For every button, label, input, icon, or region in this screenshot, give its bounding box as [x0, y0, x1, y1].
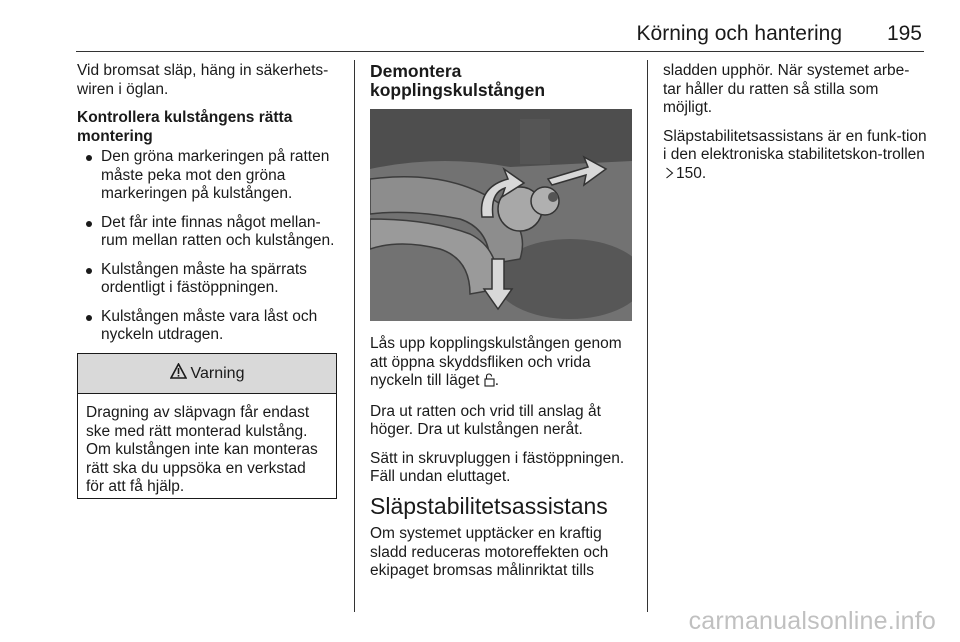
trailer-stability-text: Om systemet upptäcker en kraftig sladd reduceras motoreffekten och ekipaget bromsas målinriktat tills — [370, 525, 609, 579]
column-3 — [663, 62, 927, 194]
pull-knob-instruction: Dra ut ratten och vrid till anslag åt höger. Dra ut kulstången neråt. — [370, 402, 601, 438]
check-mounting-list — [77, 148, 341, 345]
esc-reference-text — [663, 128, 927, 185]
remove-towbar-heading: Demontera kopplingskulstången — [370, 61, 546, 100]
insert-plug-instruction: Sätt in skruvpluggen i fästöppningen. Fäll undan eluttaget. — [370, 449, 625, 485]
list-item: Kulstången måste vara låst och nyckeln utdragen. — [77, 308, 341, 345]
towbar-removal-illustration — [370, 109, 632, 321]
column-2 — [370, 62, 634, 591]
sway-continued-text: sladden upphör. När systemet arbe-tar håller du ratten så stilla som möjligt. — [663, 62, 910, 116]
check-mounting-heading: Kontrollera kulstångens rätta montering — [77, 109, 293, 145]
list-item: Det får inte finnas något mellan-rum mellan ratten och kulstången. — [77, 214, 341, 251]
unlock-instruction-end: . — [494, 372, 500, 389]
warning-title: Varning — [190, 364, 245, 382]
safety-wire-intro: Vid bromsat släp, häng in säkerhets- wiren i öglan. — [77, 62, 329, 98]
list-item: Kulstången måste ha spärrats ordentligt i fästöppningen. — [77, 261, 341, 298]
unlock-instruction — [370, 335, 634, 393]
esc-reference-lead: Släpstabilitetsassistans är en funk-tion i den elektroniska stabilitetskon-trollen — [663, 127, 927, 163]
column-divider-right — [647, 60, 648, 612]
warning-header — [78, 354, 336, 394]
header-rule — [76, 51, 924, 52]
site-watermark: carmanualsonline.info — [688, 607, 936, 635]
unlocked-padlock-icon — [484, 373, 495, 393]
page-reference-arrow-icon — [665, 166, 674, 185]
warning-triangle-icon — [170, 363, 187, 384]
trailer-stability-heading: Släpstabilitetsassistans — [370, 492, 608, 519]
page-reference-link[interactable]: 150. — [676, 164, 707, 182]
warning-text: Dragning av släpvagn får endast ske med rätt monterad kulstång. Om kulstången inte kan monteras rätt ska du uppsöka en verkstad för att få hjälp. — [86, 404, 318, 495]
running-header-title: Körning och hantering — [636, 22, 842, 45]
warning-box — [77, 353, 337, 499]
unlock-instruction-text: Lås upp kopplingskulstången genom att öppna skyddsfliken och vrida nyckeln till läget — [370, 335, 622, 389]
column-1 — [77, 62, 341, 355]
list-item: Den gröna markeringen på ratten måste peka mot den gröna markeringen på kulstången. — [77, 148, 341, 204]
page-number: 195 — [886, 22, 922, 45]
column-divider-left — [354, 60, 355, 612]
